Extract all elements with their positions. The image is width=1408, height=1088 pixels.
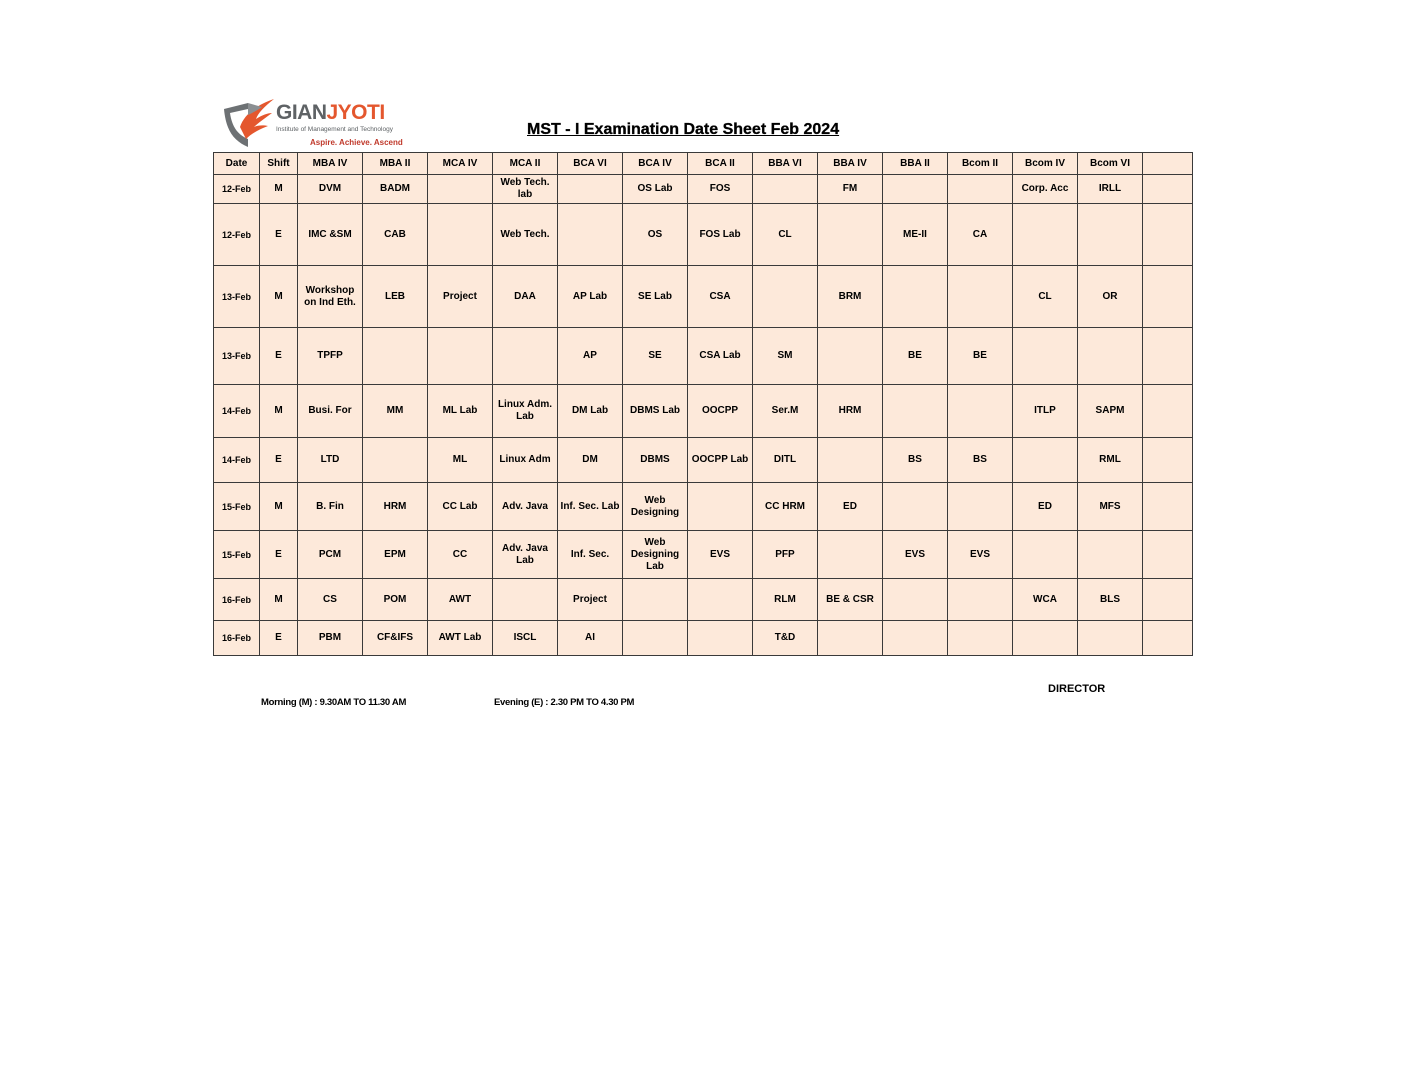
subject-cell: B. Fin: [298, 483, 363, 531]
subject-cell: ML Lab: [428, 385, 493, 438]
subject-cell: HRM: [363, 483, 428, 531]
shift-cell: E: [260, 531, 298, 579]
subject-cell: [883, 385, 948, 438]
subject-cell: [1013, 204, 1078, 266]
table-body: [214, 175, 1193, 656]
subject-cell: EVS: [948, 531, 1013, 579]
date-cell: 13-Feb: [214, 266, 260, 328]
subject-cell: [818, 531, 883, 579]
subject-cell: [948, 266, 1013, 328]
subject-cell: Web Tech. lab: [493, 175, 558, 204]
subject-cell: TPFP: [298, 328, 363, 385]
table-row: [214, 438, 1193, 483]
date-cell: 14-Feb: [214, 438, 260, 483]
subject-cell: CC: [428, 531, 493, 579]
subject-cell: [883, 579, 948, 621]
subject-cell: PCM: [298, 531, 363, 579]
subject-cell: MM: [363, 385, 428, 438]
subject-cell: OS: [623, 204, 688, 266]
subject-cell: [1013, 328, 1078, 385]
subject-cell: CS: [298, 579, 363, 621]
table-row: [214, 266, 1193, 328]
subject-cell: Web Designing Lab: [623, 531, 688, 579]
subject-cell: Linux Adm: [493, 438, 558, 483]
subject-cell: CC Lab: [428, 483, 493, 531]
table-row: [214, 579, 1193, 621]
table-row: [214, 483, 1193, 531]
subject-cell: MFS: [1078, 483, 1143, 531]
date-cell: 12-Feb: [214, 204, 260, 266]
subject-cell: Project: [558, 579, 623, 621]
morning-shift-legend: Morning (M) : 9.30AM TO 11.30 AM: [261, 697, 407, 708]
subject-cell: [948, 621, 1013, 656]
subject-cell: [948, 483, 1013, 531]
subject-cell: [1143, 328, 1193, 385]
subject-cell: Web Tech.: [493, 204, 558, 266]
subject-cell: [1078, 328, 1143, 385]
page-title: MST - I Examination Date Sheet Feb 2024: [527, 121, 840, 138]
subject-cell: IRLL: [1078, 175, 1143, 204]
table-row: [214, 385, 1193, 438]
table-row: [214, 531, 1193, 579]
subject-cell: CC HRM: [753, 483, 818, 531]
subject-cell: DITL: [753, 438, 818, 483]
shift-cell: M: [260, 483, 298, 531]
subject-cell: FM: [818, 175, 883, 204]
subject-cell: CF&IFS: [363, 621, 428, 656]
subject-cell: [428, 175, 493, 204]
shift-cell: M: [260, 266, 298, 328]
subject-cell: [818, 204, 883, 266]
subject-cell: EVS: [883, 531, 948, 579]
header-mba-ii: MBA II: [363, 153, 428, 175]
shield-wing-icon: [222, 97, 274, 151]
subject-cell: Workshop on Ind Eth.: [298, 266, 363, 328]
subject-cell: ML: [428, 438, 493, 483]
subject-cell: CSA Lab: [688, 328, 753, 385]
subject-cell: [493, 328, 558, 385]
subject-cell: FOS Lab: [688, 204, 753, 266]
subject-cell: ITLP: [1013, 385, 1078, 438]
header-bcom-iv: Bcom IV: [1013, 153, 1078, 175]
subject-cell: BE & CSR: [818, 579, 883, 621]
subject-cell: EVS: [688, 531, 753, 579]
subject-cell: [1078, 621, 1143, 656]
subject-cell: ISCL: [493, 621, 558, 656]
header-mba-iv: MBA IV: [298, 153, 363, 175]
subject-cell: Inf. Sec.: [558, 531, 623, 579]
shift-cell: M: [260, 175, 298, 204]
subject-cell: [363, 438, 428, 483]
subject-cell: AWT Lab: [428, 621, 493, 656]
header-row: [214, 153, 1193, 175]
header-bba-vi: BBA VI: [753, 153, 818, 175]
subject-cell: [1143, 204, 1193, 266]
subject-cell: [883, 621, 948, 656]
subject-cell: [623, 621, 688, 656]
subject-cell: [948, 579, 1013, 621]
shift-cell: E: [260, 438, 298, 483]
subject-cell: AP Lab: [558, 266, 623, 328]
date-sheet-table: [213, 152, 1193, 656]
date-cell: 14-Feb: [214, 385, 260, 438]
date-cell: 16-Feb: [214, 621, 260, 656]
header-bca-iv: BCA IV: [623, 153, 688, 175]
logo-name: GIANJYOTI: [276, 101, 385, 124]
header-bca-vi: BCA VI: [558, 153, 623, 175]
subject-cell: [753, 175, 818, 204]
subject-cell: [363, 328, 428, 385]
subject-cell: DVM: [298, 175, 363, 204]
header-bba-iv: BBA IV: [818, 153, 883, 175]
subject-cell: RML: [1078, 438, 1143, 483]
header-bcom-ii: Bcom II: [948, 153, 1013, 175]
subject-cell: Ser.M: [753, 385, 818, 438]
subject-cell: CSA: [688, 266, 753, 328]
subject-cell: [558, 175, 623, 204]
subject-cell: Project: [428, 266, 493, 328]
subject-cell: ME-II: [883, 204, 948, 266]
subject-cell: [1143, 438, 1193, 483]
header-bcom-vi: Bcom VI: [1078, 153, 1143, 175]
subject-cell: EPM: [363, 531, 428, 579]
subject-cell: PBM: [298, 621, 363, 656]
subject-cell: [1143, 266, 1193, 328]
subject-cell: DM Lab: [558, 385, 623, 438]
date-cell: 13-Feb: [214, 328, 260, 385]
subject-cell: [558, 204, 623, 266]
subject-cell: SE Lab: [623, 266, 688, 328]
subject-cell: SE: [623, 328, 688, 385]
subject-cell: RLM: [753, 579, 818, 621]
date-cell: 15-Feb: [214, 483, 260, 531]
subject-cell: [688, 621, 753, 656]
header-date: Date: [214, 153, 260, 175]
header-shift: Shift: [260, 153, 298, 175]
shift-cell: M: [260, 385, 298, 438]
subject-cell: Adv. Java Lab: [493, 531, 558, 579]
subject-cell: OOCPP Lab: [688, 438, 753, 483]
subject-cell: DAA: [493, 266, 558, 328]
subject-cell: [948, 385, 1013, 438]
subject-cell: [948, 175, 1013, 204]
subject-cell: FOS: [688, 175, 753, 204]
subject-cell: [1013, 621, 1078, 656]
subject-cell: [753, 266, 818, 328]
table-row: [214, 621, 1193, 656]
header-mca-iv: MCA IV: [428, 153, 493, 175]
subject-cell: SAPM: [1078, 385, 1143, 438]
shift-cell: E: [260, 328, 298, 385]
subject-cell: [883, 175, 948, 204]
date-cell: 16-Feb: [214, 579, 260, 621]
subject-cell: T&D: [753, 621, 818, 656]
subject-cell: [493, 579, 558, 621]
subject-cell: DBMS: [623, 438, 688, 483]
date-cell: 12-Feb: [214, 175, 260, 204]
subject-cell: AP: [558, 328, 623, 385]
subject-cell: DBMS Lab: [623, 385, 688, 438]
subject-cell: WCA: [1013, 579, 1078, 621]
subject-cell: [1078, 531, 1143, 579]
subject-cell: OS Lab: [623, 175, 688, 204]
subject-cell: DM: [558, 438, 623, 483]
subject-cell: [688, 483, 753, 531]
subject-cell: [1143, 385, 1193, 438]
subject-cell: [623, 579, 688, 621]
subject-cell: [1143, 175, 1193, 204]
header-bca-ii: BCA II: [688, 153, 753, 175]
subject-cell: [1143, 483, 1193, 531]
subject-cell: Corp. Acc: [1013, 175, 1078, 204]
subject-cell: LEB: [363, 266, 428, 328]
subject-cell: Busi. For: [298, 385, 363, 438]
subject-cell: BE: [883, 328, 948, 385]
subject-cell: [818, 438, 883, 483]
subject-cell: AI: [558, 621, 623, 656]
subject-cell: BE: [948, 328, 1013, 385]
subject-cell: ED: [1013, 483, 1078, 531]
subject-cell: [1078, 204, 1143, 266]
subject-cell: CAB: [363, 204, 428, 266]
logo-subtitle: Institute of Management and Technology: [276, 126, 393, 133]
subject-cell: [1143, 531, 1193, 579]
subject-cell: [883, 266, 948, 328]
subject-cell: Linux Adm. Lab: [493, 385, 558, 438]
subject-cell: [883, 483, 948, 531]
table-row: [214, 204, 1193, 266]
subject-cell: [818, 328, 883, 385]
subject-cell: CL: [753, 204, 818, 266]
subject-cell: [428, 328, 493, 385]
subject-cell: Adv. Java: [493, 483, 558, 531]
subject-cell: BADM: [363, 175, 428, 204]
subject-cell: OR: [1078, 266, 1143, 328]
subject-cell: PFP: [753, 531, 818, 579]
table-row: [214, 175, 1193, 204]
subject-cell: Inf. Sec. Lab: [558, 483, 623, 531]
header-blank: [1143, 153, 1193, 175]
logo-tagline: Aspire. Achieve. Ascend: [310, 138, 403, 147]
shift-cell: E: [260, 621, 298, 656]
subject-cell: [428, 204, 493, 266]
subject-cell: CL: [1013, 266, 1078, 328]
table-row: [214, 328, 1193, 385]
director-signature-label: DIRECTOR: [1048, 683, 1106, 695]
subject-cell: LTD: [298, 438, 363, 483]
date-cell: 15-Feb: [214, 531, 260, 579]
subject-cell: POM: [363, 579, 428, 621]
subject-cell: IMC &SM: [298, 204, 363, 266]
subject-cell: BS: [883, 438, 948, 483]
header-mca-ii: MCA II: [493, 153, 558, 175]
shift-cell: E: [260, 204, 298, 266]
subject-cell: [1143, 621, 1193, 656]
subject-cell: BLS: [1078, 579, 1143, 621]
subject-cell: CA: [948, 204, 1013, 266]
subject-cell: [688, 579, 753, 621]
subject-cell: BS: [948, 438, 1013, 483]
subject-cell: [1013, 531, 1078, 579]
institute-logo: [222, 97, 402, 151]
subject-cell: AWT: [428, 579, 493, 621]
header-bba-ii: BBA II: [883, 153, 948, 175]
subject-cell: ED: [818, 483, 883, 531]
subject-cell: [1143, 579, 1193, 621]
subject-cell: BRM: [818, 266, 883, 328]
subject-cell: HRM: [818, 385, 883, 438]
subject-cell: SM: [753, 328, 818, 385]
subject-cell: [818, 621, 883, 656]
evening-shift-legend: Evening (E) : 2.30 PM TO 4.30 PM: [494, 697, 635, 708]
subject-cell: OOCPP: [688, 385, 753, 438]
subject-cell: Web Designing: [623, 483, 688, 531]
shift-cell: M: [260, 579, 298, 621]
subject-cell: [1013, 438, 1078, 483]
